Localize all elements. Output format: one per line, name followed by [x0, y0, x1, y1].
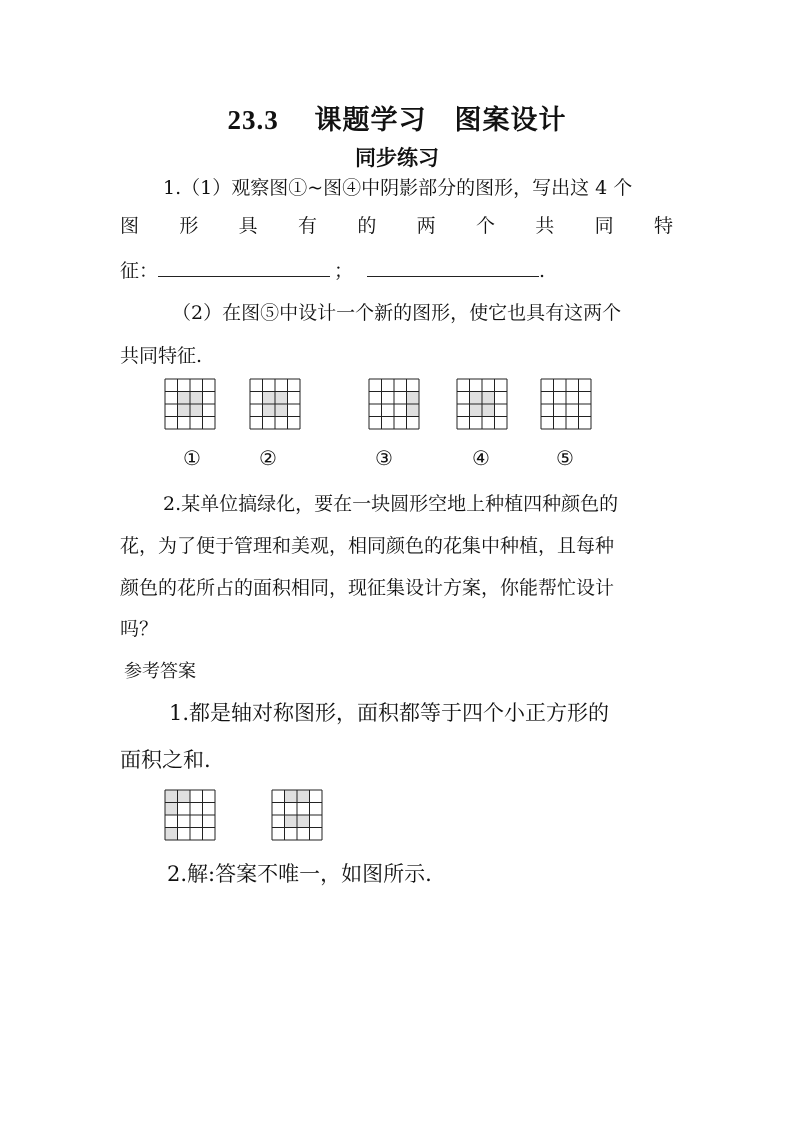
- grid-figure-5[interactable]: [540, 378, 592, 430]
- q1-char: 个: [475, 215, 495, 237]
- q1-part2-line2: 共同特征.: [120, 345, 203, 367]
- answer-blank-2[interactable]: [367, 258, 539, 277]
- q1-char: 同: [594, 215, 614, 237]
- page-title: 23.3 课题学习 图案设计: [227, 105, 567, 135]
- shaded-cell: [190, 404, 203, 417]
- shaded-cell: [178, 404, 191, 417]
- answer-1-line1: 1.都是轴对称图形，面积都等于四个小正方形的: [169, 701, 610, 725]
- q1-char: 的: [357, 215, 377, 237]
- shaded-cell: [275, 392, 288, 405]
- shaded-cell: [165, 803, 178, 816]
- shaded-cell: [470, 404, 483, 417]
- shaded-cell: [285, 790, 298, 803]
- q1-line3: [120, 256, 545, 283]
- q1-line1: 1.（1）观察图①~图④中阴影部分的图形，写出这 4 个: [163, 177, 633, 199]
- shaded-cell: [482, 392, 495, 405]
- shaded-cell: [178, 392, 191, 405]
- grid-answer-2: [271, 789, 323, 841]
- grid-figure-1: [164, 378, 216, 430]
- q1-char: 有: [297, 215, 317, 237]
- q1-char: 具: [238, 215, 258, 237]
- answer-2: 2.解:答案不唯一，如图所示.: [167, 862, 432, 886]
- shaded-cell: [275, 404, 288, 417]
- grid-figure-4: [456, 378, 508, 430]
- grid-figure-2: [249, 378, 301, 430]
- q1-char: 形: [179, 215, 199, 237]
- q1-char: 共: [535, 215, 555, 237]
- shaded-cell: [190, 392, 203, 405]
- shaded-cell: [165, 828, 178, 841]
- shaded-cell: [482, 404, 495, 417]
- figure-label-3: ③: [375, 446, 393, 470]
- figure-label-1: ①: [183, 446, 201, 470]
- shaded-cell: [263, 404, 276, 417]
- q1-char: 图: [120, 215, 140, 237]
- q1-line3-end: .: [539, 260, 546, 282]
- q1-line3-sep: ；: [334, 260, 354, 282]
- shaded-cell: [165, 790, 178, 803]
- q1-part2-line1: （2）在图⑤中设计一个新的图形，使它也具有这两个: [172, 302, 622, 324]
- answer-1-line2: 面积之和.: [120, 748, 211, 772]
- q2-line3: 颜色的花所占的面积相同，现征集设计方案，你能帮忙设计: [120, 577, 615, 599]
- q1-char: 特: [653, 215, 673, 237]
- figure-label-2: ②: [259, 446, 277, 470]
- q1-line2: [120, 211, 673, 238]
- shaded-cell: [407, 404, 420, 417]
- q2-line4: 吗？: [120, 618, 159, 640]
- answer-blank-1[interactable]: [158, 258, 330, 277]
- shaded-cell: [470, 392, 483, 405]
- shaded-cell: [263, 392, 276, 405]
- figure-label-4: ④: [472, 446, 490, 470]
- shaded-cell: [297, 815, 310, 828]
- shaded-cell: [178, 790, 191, 803]
- grid-figure-3: [368, 378, 420, 430]
- answers-heading: 参考答案: [124, 661, 196, 682]
- q1-char: 两: [416, 215, 436, 237]
- q2-line2: 花，为了便于管理和美观，相同颜色的花集中种植，且每种: [120, 535, 615, 557]
- figure-label-5: ⑤: [556, 446, 574, 470]
- shaded-cell: [285, 815, 298, 828]
- shaded-cell: [297, 790, 310, 803]
- shaded-cell: [407, 392, 420, 405]
- q1-line3-prefix: 征：: [120, 260, 159, 282]
- q2-line1: 2.某单位搞绿化，要在一块圆形空地上种植四种颜色的: [163, 493, 619, 515]
- grid-answer-1: [164, 789, 216, 841]
- page-subtitle: 同步练习: [355, 145, 439, 170]
